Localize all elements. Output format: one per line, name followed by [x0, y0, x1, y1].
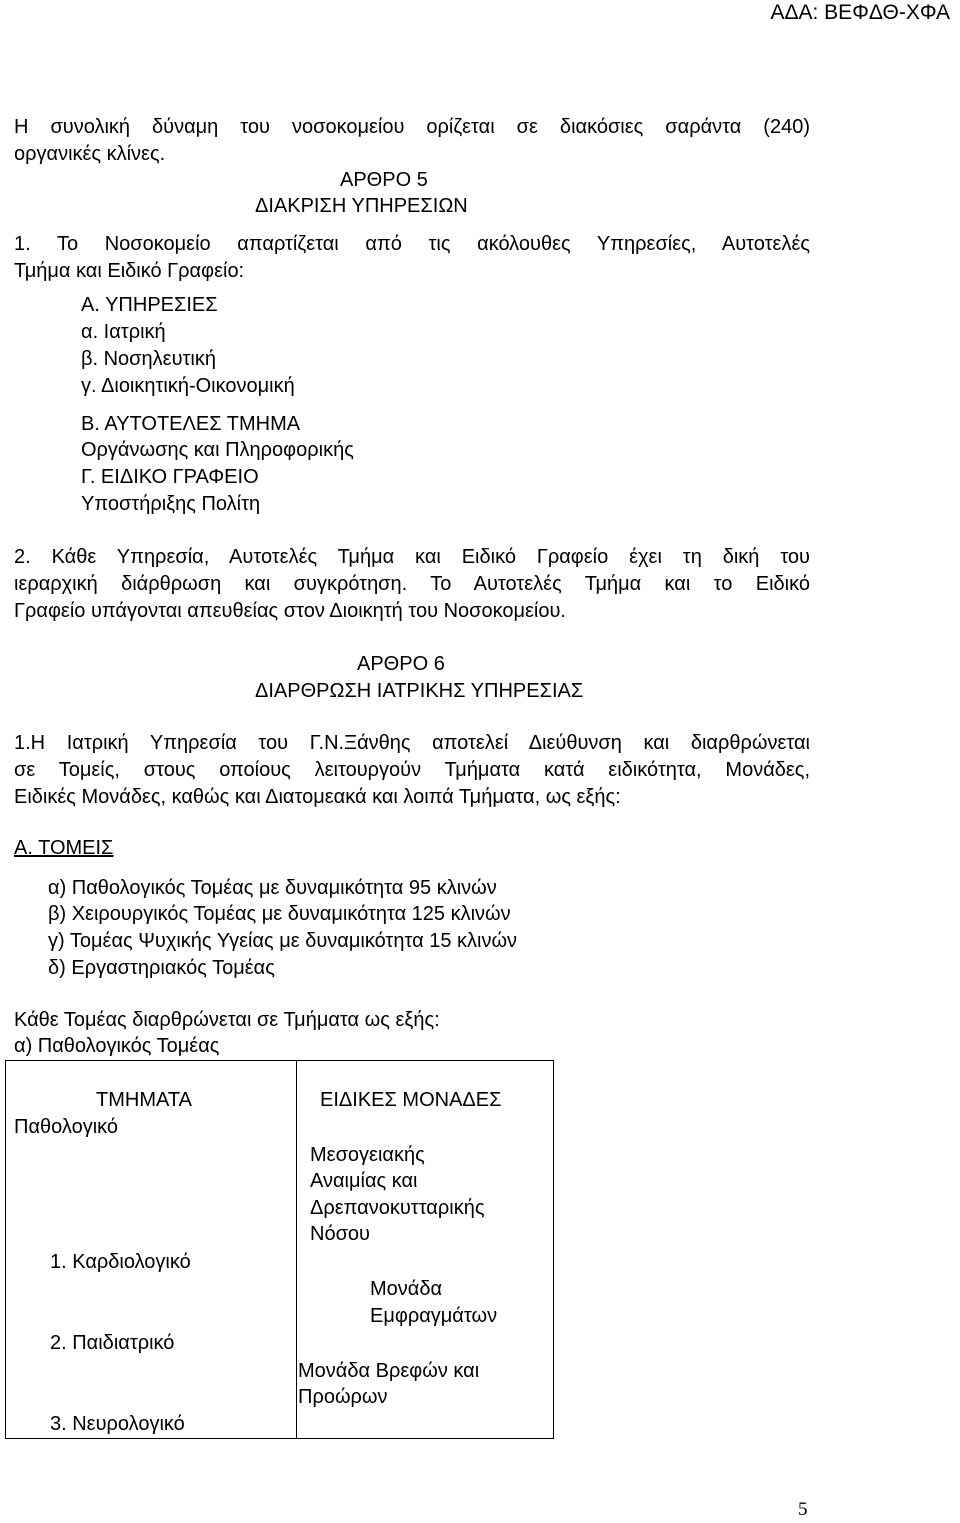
article5-paragraph1-line1: 1. Το Νοσοκομείο απαρτίζεται από τις ακόλουθες Υπηρεσίες, Αυτοτελές [14, 233, 810, 255]
table-border-left [5, 1060, 6, 1439]
services-list-item: Γ. ΕΙΔΙΚΟ ΓΡΑΦΕΙΟ [81, 466, 259, 488]
division-line: Κάθε Τομέας διαρθρώνεται σε Τμήματα ως εξής: [14, 1009, 440, 1031]
sector-item: δ) Εργαστηριακός Τομέας [48, 957, 275, 979]
special-unit-line: Εμφραγμάτων [370, 1305, 498, 1327]
sector-item: γ) Τομέας Ψυχικής Υγείας με δυναμικότητα 15 κλινών [48, 930, 518, 952]
services-list-item: γ. Διοικητική-Οικονομική [81, 375, 295, 397]
services-list-item: β. Νοσηλευτική [81, 348, 216, 370]
article5-paragraph2-line2: ιεραρχική διάρθρωση και συγκρότηση. Το Αυτοτελές Τμήμα και το Ειδικό [14, 573, 810, 595]
pathology-sector-title: α) Παθολογικός Τομέας [14, 1035, 220, 1057]
table-border-right [553, 1060, 554, 1439]
article6-paragraph1-line3: Ειδικές Μονάδες, καθώς και Διατομεακά και λοιπά Τμήματα, ως εξής: [14, 786, 621, 808]
department-item: 3. Νευρολογικό [50, 1413, 185, 1435]
sector-item: α) Παθολογικός Τομέας με δυναμικότητα 95 κλινών [48, 877, 497, 899]
table-header-departments: ΤΜΗΜΑΤΑ [96, 1089, 192, 1111]
article5-heading: ΑΡΘΡΟ 5 [340, 169, 428, 191]
sectors-title [14, 835, 113, 862]
table-border-bottom [5, 1438, 554, 1439]
special-unit-line: Μεσογειακής [310, 1144, 425, 1166]
department-item: 2. Παιδιατρικό [50, 1332, 175, 1354]
intro-line-2: οργανικές κλίνες. [14, 143, 166, 165]
special-unit-line: Δρεπανοκυτταρικής [310, 1197, 485, 1219]
table-column-divider [296, 1060, 297, 1439]
services-list-item: α. Ιατρική [81, 321, 166, 343]
services-list-item: Α. ΥΠΗΡΕΣΙΕΣ [81, 294, 218, 316]
table-group-label: Παθολογικό [14, 1116, 119, 1138]
services-list-item: Β. ΑΥΤΟΤΕΛΕΣ ΤΜΗΜΑ [81, 413, 301, 435]
sectors-title-text: Α. ΤΟΜΕΙΣ [14, 837, 114, 859]
intro-line-1: Η συνολική δύναμη του νοσοκομείου ορίζεται σε διακόσιες σαράντα (240) [14, 116, 810, 138]
special-unit-line: Προώρων [298, 1386, 388, 1408]
article5-paragraph2-line3: Γραφείο υπάγονται απευθείας στον Διοικητή του Νοσοκομείου. [14, 600, 566, 622]
services-list-item: Υποστήριξης Πολίτη [81, 493, 261, 515]
article6-subheading: ΔΙΑΡΘΡΩΣΗ ΙΑΤΡΙΚΗΣ ΥΠΗΡΕΣΙΑΣ [255, 680, 584, 702]
special-unit-line: Μονάδα [370, 1278, 443, 1300]
table-header-special-units: ΕΙΔΙΚΕΣ ΜΟΝΑΔΕΣ [320, 1089, 502, 1111]
page-number: 5 [798, 1499, 808, 1520]
special-unit-line: Μονάδα Βρεφών και [298, 1360, 480, 1382]
special-unit-line: Νόσου [310, 1223, 370, 1245]
article5-paragraph2-line1: 2. Κάθε Υπηρεσία, Αυτοτελές Τμήμα και Ειδικό Γραφείο έχει τη δική του [14, 546, 810, 568]
services-list-item: Οργάνωσης και Πληροφορικής [81, 439, 354, 461]
department-item: 1. Καρδιολογικό [50, 1251, 191, 1273]
table-border-top [5, 1060, 554, 1061]
article6-heading: ΑΡΘΡΟ 6 [357, 653, 445, 675]
article5-subheading: ΔΙΑΚΡΙΣΗ ΥΠΗΡΕΣΙΩΝ [255, 195, 468, 217]
document-header-ada: ΑΔΑ: ΒΕΦΔΘ-ΧΦΑ [770, 1, 950, 24]
article5-paragraph1-line2: Τμήμα και Ειδικό Γραφείο: [14, 260, 245, 282]
sector-item: β) Χειρουργικός Τομέας με δυναμικότητα 125 κλινών [48, 903, 511, 925]
article6-paragraph1-line2: σε Τομείς, στους οποίους λειτουργούν Τμήματα κατά ειδικότητα, Μονάδες, [14, 759, 810, 781]
article6-paragraph1-line1: 1.Η Ιατρική Υπηρεσία του Γ.Ν.Ξάνθης αποτελεί Διεύθυνση και διαρθρώνεται [14, 732, 810, 754]
special-unit-line: Αναιμίας και [310, 1170, 418, 1192]
